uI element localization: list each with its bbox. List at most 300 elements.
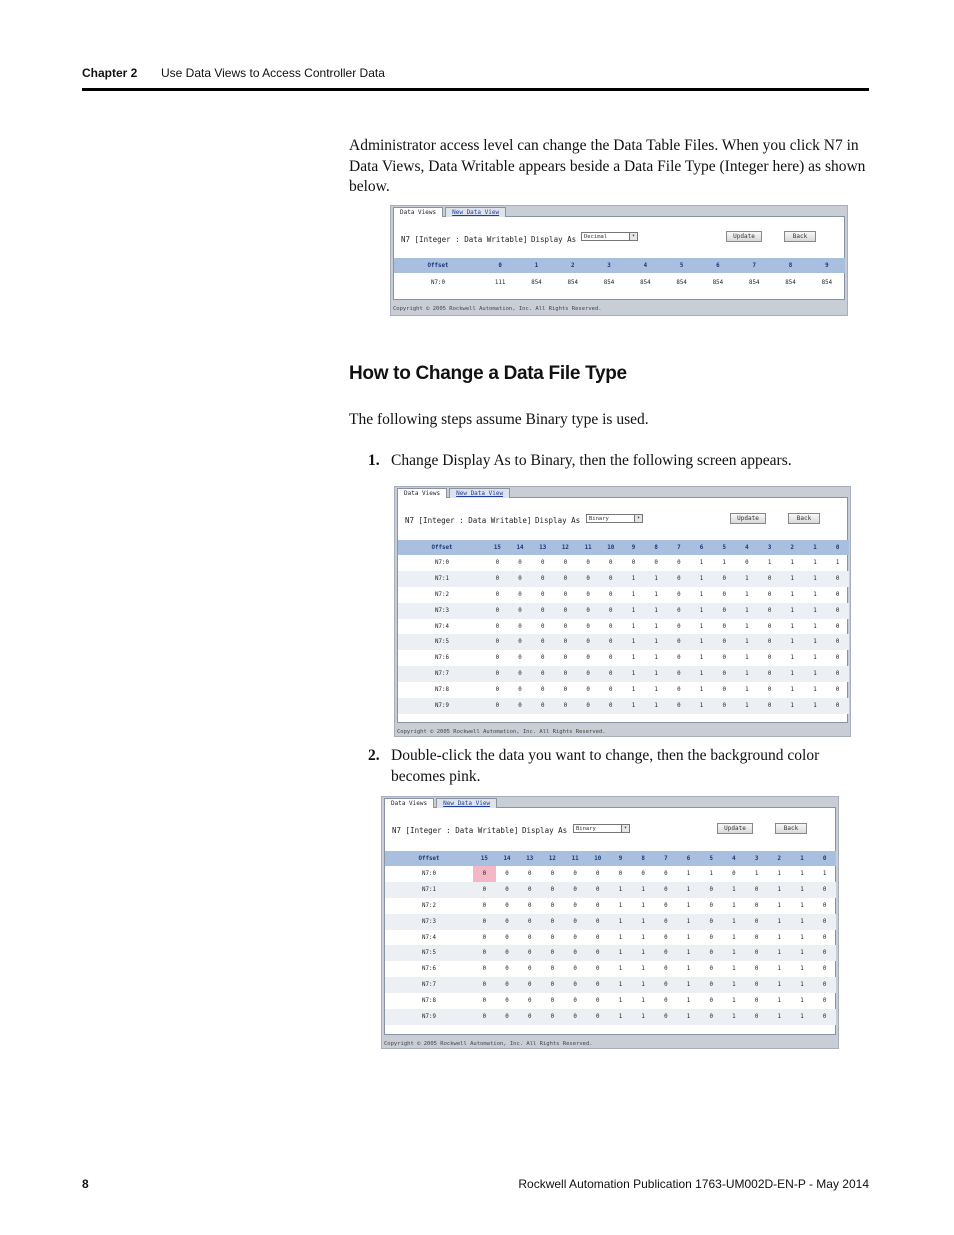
- data-cell[interactable]: 0: [822, 934, 827, 941]
- data-cell[interactable]: 0: [527, 966, 532, 973]
- data-cell[interactable]: 1: [609, 882, 632, 898]
- data-cell[interactable]: 0: [531, 698, 554, 714]
- data-cell[interactable]: 0: [541, 1009, 564, 1025]
- data-cell[interactable]: 1: [813, 687, 817, 694]
- data-cell[interactable]: 0: [563, 655, 568, 662]
- data-cell[interactable]: 0: [541, 914, 564, 930]
- data-cell[interactable]: 0: [713, 698, 736, 714]
- update-button[interactable]: Update: [726, 231, 762, 242]
- data-cell[interactable]: 0: [664, 870, 668, 877]
- data-cell[interactable]: 0: [713, 666, 736, 682]
- data-cell[interactable]: 0: [554, 666, 577, 682]
- data-cell[interactable]: 0: [677, 591, 681, 598]
- data-cell[interactable]: 0: [713, 571, 736, 587]
- data-cell[interactable]: 1: [813, 655, 817, 662]
- data-cell[interactable]: 0: [540, 655, 545, 662]
- data-cell[interactable]: 1: [768, 914, 791, 930]
- data-cell[interactable]: 1: [791, 914, 814, 930]
- data-cell[interactable]: 0: [767, 655, 772, 662]
- data-cell[interactable]: 0: [563, 559, 568, 566]
- data-cell[interactable]: 0: [596, 870, 600, 877]
- tab-new-data-view[interactable]: New Data View: [449, 488, 510, 498]
- data-cell[interactable]: 1: [791, 1009, 814, 1025]
- data-cell[interactable]: 0: [609, 655, 613, 662]
- data-cell[interactable]: 0: [599, 571, 622, 587]
- data-cell[interactable]: 0: [609, 559, 613, 566]
- data-cell[interactable]: 0: [564, 945, 587, 961]
- data-cell[interactable]: 0: [700, 977, 723, 993]
- data-cell[interactable]: 0: [509, 603, 532, 619]
- data-cell[interactable]: 1: [709, 870, 713, 877]
- data-cell[interactable]: 0: [826, 698, 849, 714]
- data-cell[interactable]: 1: [686, 998, 691, 1005]
- data-cell[interactable]: 0: [668, 634, 691, 650]
- data-cell[interactable]: 0: [518, 914, 541, 930]
- data-cell[interactable]: 0: [813, 945, 836, 961]
- data-cell[interactable]: 1: [609, 945, 632, 961]
- data-cell[interactable]: 1: [622, 698, 645, 714]
- data-cell[interactable]: 1: [777, 870, 782, 877]
- data-cell[interactable]: 0: [505, 966, 509, 973]
- data-cell[interactable]: 0: [541, 945, 564, 961]
- data-cell[interactable]: 0: [586, 559, 590, 566]
- data-cell[interactable]: 1: [654, 655, 658, 662]
- display-as-select[interactable]: [581, 232, 638, 241]
- data-cell[interactable]: 0: [758, 698, 781, 714]
- data-cell[interactable]: 0: [531, 603, 554, 619]
- data-cell[interactable]: 1: [677, 914, 700, 930]
- data-cell[interactable]: 0: [677, 655, 681, 662]
- data-cell[interactable]: 0: [586, 655, 590, 662]
- data-cell[interactable]: 1: [677, 977, 700, 993]
- data-cell[interactable]: 0: [677, 687, 681, 694]
- data-cell[interactable]: 0: [563, 591, 568, 598]
- data-cell[interactable]: 1: [645, 698, 668, 714]
- data-cell[interactable]: 1: [768, 882, 791, 898]
- data-cell[interactable]: 1: [813, 623, 817, 630]
- data-cell[interactable]: 0: [550, 934, 555, 941]
- data-cell[interactable]: 0: [700, 1009, 723, 1025]
- back-button[interactable]: Back: [788, 513, 820, 524]
- data-cell[interactable]: 1: [736, 603, 759, 619]
- data-cell[interactable]: 0: [745, 559, 749, 566]
- data-cell[interactable]: 1: [631, 655, 636, 662]
- data-cell[interactable]: 1: [736, 571, 759, 587]
- data-cell[interactable]: 0: [482, 966, 487, 973]
- data-cell[interactable]: 1: [632, 882, 655, 898]
- data-cell[interactable]: 1: [632, 977, 655, 993]
- data-cell[interactable]: 0: [813, 882, 836, 898]
- data-cell[interactable]: 0: [609, 591, 613, 598]
- data-cell[interactable]: 1: [790, 559, 795, 566]
- data-cell[interactable]: 0: [713, 603, 736, 619]
- data-cell[interactable]: 0: [586, 882, 609, 898]
- data-cell[interactable]: 1: [609, 977, 632, 993]
- data-cell[interactable]: 0: [745, 914, 768, 930]
- data-cell[interactable]: 1: [622, 571, 645, 587]
- data-cell[interactable]: 1: [645, 603, 668, 619]
- data-cell[interactable]: 1: [822, 870, 827, 877]
- data-cell[interactable]: 0: [700, 945, 723, 961]
- data-cell[interactable]: 1: [781, 571, 804, 587]
- data-cell[interactable]: 0: [677, 623, 681, 630]
- data-cell[interactable]: 1: [804, 571, 827, 587]
- data-cell[interactable]: 0: [577, 571, 600, 587]
- back-button[interactable]: Back: [775, 823, 807, 834]
- data-cell[interactable]: 0: [754, 934, 759, 941]
- data-cell[interactable]: 1: [732, 966, 736, 973]
- data-cell[interactable]: 0: [550, 902, 555, 909]
- data-cell[interactable]: 0: [518, 977, 541, 993]
- data-cell[interactable]: 0: [758, 666, 781, 682]
- data-cell[interactable]: 0: [564, 977, 587, 993]
- selected-data-cell[interactable]: 0: [473, 866, 496, 882]
- data-cell[interactable]: 854: [748, 280, 760, 286]
- data-cell[interactable]: 0: [758, 603, 781, 619]
- data-cell[interactable]: 1: [790, 687, 795, 694]
- data-cell[interactable]: 854: [531, 280, 542, 286]
- data-cell[interactable]: 0: [527, 998, 532, 1005]
- data-cell[interactable]: 0: [745, 945, 768, 961]
- data-cell[interactable]: 1: [645, 634, 668, 650]
- data-cell[interactable]: 0: [745, 1009, 768, 1025]
- data-cell[interactable]: 0: [664, 998, 668, 1005]
- data-cell[interactable]: 0: [722, 655, 726, 662]
- data-cell[interactable]: 1: [645, 571, 668, 587]
- data-cell[interactable]: 1: [632, 1009, 655, 1025]
- data-cell[interactable]: 1: [690, 571, 713, 587]
- data-cell[interactable]: 1: [777, 998, 782, 1005]
- data-cell[interactable]: 0: [641, 870, 645, 877]
- data-cell[interactable]: 1: [800, 870, 804, 877]
- data-cell[interactable]: 1: [767, 559, 772, 566]
- data-cell[interactable]: 0: [518, 655, 522, 662]
- data-cell[interactable]: 0: [486, 666, 509, 682]
- data-cell[interactable]: 0: [505, 902, 509, 909]
- data-cell[interactable]: 1: [654, 623, 658, 630]
- data-cell[interactable]: 0: [531, 666, 554, 682]
- data-cell[interactable]: 854: [821, 280, 833, 286]
- data-cell[interactable]: 0: [486, 603, 509, 619]
- data-cell[interactable]: 1: [781, 698, 804, 714]
- data-cell[interactable]: 0: [655, 945, 678, 961]
- data-cell[interactable]: 0: [664, 902, 668, 909]
- data-cell[interactable]: 0: [835, 591, 840, 598]
- data-cell[interactable]: 0: [486, 634, 509, 650]
- data-cell[interactable]: 1: [690, 634, 713, 650]
- data-cell[interactable]: 0: [709, 966, 713, 973]
- data-cell[interactable]: 0: [550, 966, 555, 973]
- data-cell[interactable]: 0: [573, 870, 577, 877]
- data-cell[interactable]: 0: [664, 966, 668, 973]
- data-cell[interactable]: 0: [655, 914, 678, 930]
- data-cell[interactable]: 0: [577, 634, 600, 650]
- data-cell[interactable]: 0: [754, 902, 759, 909]
- data-cell[interactable]: 1: [800, 934, 804, 941]
- data-cell[interactable]: 1: [618, 998, 623, 1005]
- data-cell[interactable]: 1: [768, 1009, 791, 1025]
- data-cell[interactable]: 0: [813, 914, 836, 930]
- data-cell[interactable]: 0: [654, 559, 658, 566]
- update-button[interactable]: Update: [730, 513, 766, 524]
- data-cell[interactable]: 854: [712, 280, 724, 286]
- data-cell[interactable]: 0: [722, 687, 726, 694]
- data-cell[interactable]: 0: [573, 934, 577, 941]
- data-cell[interactable]: 0: [599, 634, 622, 650]
- data-cell[interactable]: 0: [668, 571, 691, 587]
- data-cell[interactable]: 1: [790, 623, 795, 630]
- data-cell[interactable]: 1: [745, 687, 749, 694]
- data-cell[interactable]: 1: [699, 623, 704, 630]
- data-cell[interactable]: 0: [495, 655, 500, 662]
- data-cell[interactable]: 1: [699, 655, 704, 662]
- data-cell[interactable]: 0: [527, 870, 532, 877]
- data-cell[interactable]: 0: [482, 934, 487, 941]
- data-cell[interactable]: 1: [754, 870, 759, 877]
- data-cell[interactable]: 1: [690, 603, 713, 619]
- data-cell[interactable]: 1: [781, 634, 804, 650]
- data-cell[interactable]: 1: [804, 666, 827, 682]
- data-cell[interactable]: 1: [631, 591, 636, 598]
- data-cell[interactable]: 1: [813, 559, 817, 566]
- data-cell[interactable]: 0: [573, 998, 577, 1005]
- data-cell[interactable]: 0: [835, 655, 840, 662]
- data-cell[interactable]: 1: [800, 902, 804, 909]
- data-cell[interactable]: 0: [527, 934, 532, 941]
- data-cell[interactable]: 0: [518, 623, 522, 630]
- data-cell[interactable]: 1: [618, 966, 623, 973]
- data-cell[interactable]: 1: [609, 914, 632, 930]
- data-cell[interactable]: 0: [550, 870, 555, 877]
- data-cell[interactable]: 0: [527, 902, 532, 909]
- data-cell[interactable]: 1: [723, 1009, 746, 1025]
- data-cell[interactable]: 1: [677, 945, 700, 961]
- data-cell[interactable]: 1: [813, 591, 817, 598]
- data-cell[interactable]: 1: [686, 870, 691, 877]
- data-cell[interactable]: 1: [768, 945, 791, 961]
- data-cell[interactable]: 0: [518, 687, 522, 694]
- data-cell[interactable]: 0: [554, 634, 577, 650]
- data-cell[interactable]: 0: [631, 559, 636, 566]
- data-cell[interactable]: 0: [732, 870, 736, 877]
- data-cell[interactable]: 0: [518, 559, 522, 566]
- data-cell[interactable]: 0: [563, 687, 568, 694]
- data-cell[interactable]: 0: [758, 571, 781, 587]
- data-cell[interactable]: 854: [676, 280, 687, 286]
- data-cell[interactable]: 0: [835, 623, 840, 630]
- data-cell[interactable]: 0: [573, 966, 577, 973]
- data-cell[interactable]: 1: [768, 977, 791, 993]
- data-cell[interactable]: 0: [745, 977, 768, 993]
- data-cell[interactable]: 0: [618, 870, 623, 877]
- data-cell[interactable]: 0: [496, 1009, 519, 1025]
- tab-data-views[interactable]: Data Views: [397, 488, 447, 498]
- data-cell[interactable]: 0: [655, 882, 678, 898]
- data-cell[interactable]: 0: [596, 966, 600, 973]
- data-cell[interactable]: 0: [754, 966, 759, 973]
- data-cell[interactable]: 0: [496, 945, 519, 961]
- data-cell[interactable]: 1: [723, 914, 746, 930]
- data-cell[interactable]: 0: [713, 634, 736, 650]
- data-cell[interactable]: 0: [577, 666, 600, 682]
- data-cell[interactable]: 1: [723, 882, 746, 898]
- tab-new-data-view[interactable]: New Data View: [445, 207, 506, 217]
- data-cell[interactable]: 0: [486, 571, 509, 587]
- data-cell[interactable]: 0: [609, 623, 613, 630]
- data-cell[interactable]: 1: [641, 934, 645, 941]
- data-cell[interactable]: 0: [826, 603, 849, 619]
- data-cell[interactable]: 0: [655, 1009, 678, 1025]
- data-cell[interactable]: 0: [509, 698, 532, 714]
- data-cell[interactable]: 1: [736, 634, 759, 650]
- data-cell[interactable]: 0: [509, 666, 532, 682]
- data-cell[interactable]: 854: [785, 280, 796, 286]
- data-cell[interactable]: 1: [732, 934, 736, 941]
- data-cell[interactable]: 0: [586, 623, 590, 630]
- data-cell[interactable]: 1: [641, 966, 645, 973]
- data-cell[interactable]: 1: [699, 559, 704, 566]
- display-as-select[interactable]: [573, 824, 630, 833]
- data-cell[interactable]: 1: [781, 666, 804, 682]
- data-cell[interactable]: 0: [518, 945, 541, 961]
- data-cell[interactable]: 0: [709, 902, 713, 909]
- data-cell[interactable]: 0: [668, 666, 691, 682]
- data-cell[interactable]: 0: [577, 698, 600, 714]
- data-cell[interactable]: 0: [822, 966, 827, 973]
- data-cell[interactable]: 1: [618, 902, 623, 909]
- data-cell[interactable]: 0: [540, 559, 545, 566]
- data-cell[interactable]: 0: [822, 902, 827, 909]
- data-cell[interactable]: 1: [723, 945, 746, 961]
- data-cell[interactable]: 1: [781, 603, 804, 619]
- data-cell[interactable]: 0: [518, 1009, 541, 1025]
- data-cell[interactable]: 0: [554, 698, 577, 714]
- data-cell[interactable]: 0: [554, 603, 577, 619]
- data-cell[interactable]: 1: [618, 934, 623, 941]
- data-cell[interactable]: 0: [709, 998, 713, 1005]
- data-cell[interactable]: 0: [554, 571, 577, 587]
- data-cell[interactable]: 0: [822, 998, 827, 1005]
- update-button[interactable]: Update: [717, 823, 753, 834]
- data-cell[interactable]: 0: [505, 870, 509, 877]
- data-cell[interactable]: 0: [586, 1009, 609, 1025]
- data-cell[interactable]: 0: [505, 998, 509, 1005]
- data-cell[interactable]: 0: [596, 934, 600, 941]
- data-cell[interactable]: 1: [645, 666, 668, 682]
- data-cell[interactable]: 0: [655, 977, 678, 993]
- data-cell[interactable]: 0: [486, 698, 509, 714]
- data-cell[interactable]: 0: [599, 698, 622, 714]
- data-cell[interactable]: 0: [668, 698, 691, 714]
- data-cell[interactable]: 1: [736, 698, 759, 714]
- data-cell[interactable]: 1: [641, 998, 645, 1005]
- data-cell[interactable]: 0: [664, 934, 668, 941]
- data-cell[interactable]: 1: [745, 655, 749, 662]
- data-cell[interactable]: 1: [699, 687, 704, 694]
- tab-data-views[interactable]: Data Views: [393, 207, 443, 217]
- data-cell[interactable]: 1: [745, 623, 749, 630]
- data-cell[interactable]: 0: [586, 591, 590, 598]
- data-cell[interactable]: 0: [596, 902, 600, 909]
- data-cell[interactable]: 854: [640, 280, 651, 286]
- data-cell[interactable]: 1: [791, 977, 814, 993]
- data-cell[interactable]: 0: [540, 591, 545, 598]
- data-cell[interactable]: 1: [690, 698, 713, 714]
- data-cell[interactable]: 1: [736, 666, 759, 682]
- tab-new-data-view[interactable]: New Data View: [436, 798, 497, 808]
- data-cell[interactable]: 0: [745, 882, 768, 898]
- data-cell[interactable]: 0: [826, 666, 849, 682]
- data-cell[interactable]: 1: [777, 902, 782, 909]
- data-cell[interactable]: 0: [586, 914, 609, 930]
- data-cell[interactable]: 0: [505, 934, 509, 941]
- data-cell[interactable]: 0: [495, 591, 500, 598]
- data-cell[interactable]: 0: [767, 623, 772, 630]
- data-cell[interactable]: 0: [541, 882, 564, 898]
- data-cell[interactable]: 0: [722, 623, 726, 630]
- data-cell[interactable]: 0: [563, 623, 568, 630]
- data-cell[interactable]: 1: [686, 966, 691, 973]
- tab-data-views[interactable]: Data Views: [384, 798, 434, 808]
- data-cell[interactable]: 0: [722, 591, 726, 598]
- data-cell[interactable]: 1: [777, 934, 782, 941]
- display-as-select[interactable]: [586, 514, 643, 523]
- data-cell[interactable]: 0: [813, 1009, 836, 1025]
- data-cell[interactable]: 1: [686, 934, 691, 941]
- data-cell[interactable]: 0: [473, 882, 496, 898]
- data-cell[interactable]: 854: [603, 280, 615, 286]
- data-cell[interactable]: 0: [495, 687, 500, 694]
- data-cell[interactable]: 0: [573, 902, 577, 909]
- data-cell[interactable]: 0: [473, 945, 496, 961]
- data-cell[interactable]: 1: [791, 945, 814, 961]
- data-cell[interactable]: 0: [586, 687, 590, 694]
- data-cell[interactable]: 0: [826, 634, 849, 650]
- data-cell[interactable]: 0: [609, 687, 613, 694]
- data-cell[interactable]: 1: [677, 1009, 700, 1025]
- data-cell[interactable]: 0: [813, 977, 836, 993]
- data-cell[interactable]: 1: [777, 966, 782, 973]
- data-cell[interactable]: 0: [564, 1009, 587, 1025]
- data-cell[interactable]: 0: [495, 559, 500, 566]
- data-cell[interactable]: 1: [699, 591, 704, 598]
- data-cell[interactable]: 0: [767, 687, 772, 694]
- data-cell[interactable]: 0: [509, 634, 532, 650]
- data-cell[interactable]: 0: [826, 571, 849, 587]
- data-cell[interactable]: 0: [677, 559, 681, 566]
- data-cell[interactable]: 1: [622, 634, 645, 650]
- data-cell[interactable]: 0: [767, 591, 772, 598]
- data-cell[interactable]: 1: [654, 591, 658, 598]
- data-cell[interactable]: 0: [599, 603, 622, 619]
- data-cell[interactable]: 0: [700, 882, 723, 898]
- data-cell[interactable]: 0: [564, 882, 587, 898]
- data-cell[interactable]: 1: [690, 666, 713, 682]
- data-cell[interactable]: 1: [722, 559, 726, 566]
- data-cell[interactable]: 0: [540, 687, 545, 694]
- data-cell[interactable]: 0: [599, 666, 622, 682]
- data-cell[interactable]: 1: [791, 882, 814, 898]
- data-cell[interactable]: 1: [790, 655, 795, 662]
- data-cell[interactable]: 0: [550, 998, 555, 1005]
- data-cell[interactable]: 1: [732, 998, 736, 1005]
- data-cell[interactable]: 0: [531, 634, 554, 650]
- data-cell[interactable]: 0: [596, 998, 600, 1005]
- data-cell[interactable]: 1: [622, 603, 645, 619]
- data-cell[interactable]: 1: [723, 977, 746, 993]
- data-cell[interactable]: 0: [540, 623, 545, 630]
- data-cell[interactable]: 1: [800, 998, 804, 1005]
